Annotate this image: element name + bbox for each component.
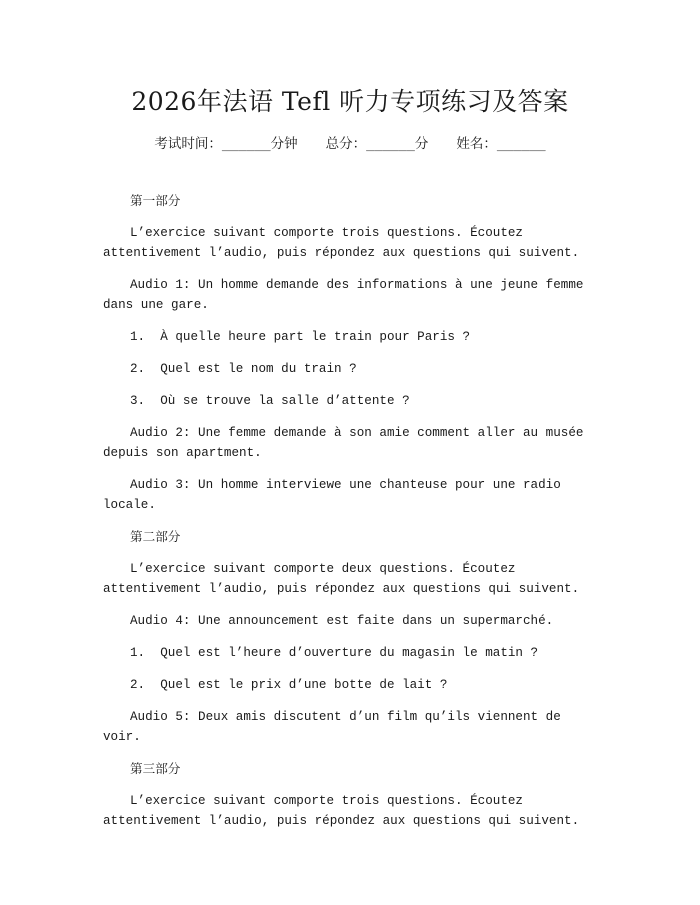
question-item: 1. Quel est l’heure d’ouverture du magasin le matin ? xyxy=(130,646,539,660)
audio-description: Audio 2: Une femme demande à son amie comment aller au musée depuis son apartment. xyxy=(103,426,584,460)
audio-description: Audio 4: Une announcement est faite dans un supermarché. xyxy=(130,614,554,628)
exam-time-field: 考试时间：______分钟 xyxy=(154,136,298,152)
student-name-field: 姓名：______ xyxy=(456,136,546,152)
audio-description: Audio 5: Deux amis discutent d’un film qu’ils viennent de voir. xyxy=(103,710,561,744)
question-item: 1. À quelle heure part le train pour Paris ? xyxy=(130,330,471,344)
section-heading: 第二部分 xyxy=(130,529,181,544)
section-heading: 第一部分 xyxy=(130,193,181,208)
section-heading: 第三部分 xyxy=(130,761,181,776)
audio-description: Audio 1: Un homme demande des informations à une jeune femme dans une gare. xyxy=(103,278,584,312)
question-item: 2. Quel est le prix d’une botte de lait ? xyxy=(130,678,448,692)
exam-meta xyxy=(0,132,700,152)
question-item: 3. Où se trouve la salle d’attente ? xyxy=(130,394,410,408)
instruction-paragraph: L’exercice suivant comporte deux questions. Écoutez attentivement l’audio, puis répondez aux questions qui suivent. xyxy=(103,562,580,596)
total-score-field: 总分：______分 xyxy=(325,136,429,152)
question-item: 2. Quel est le nom du train ? xyxy=(130,362,357,376)
document-title: 2026年法语 Tefl 听力专项练习及答案 xyxy=(131,87,569,116)
instruction-paragraph: L’exercice suivant comporte trois questions. Écoutez attentivement l’audio, puis répondez aux questions qui suivent. xyxy=(103,794,580,828)
audio-description: Audio 3: Un homme interviewe une chanteuse pour une radio locale. xyxy=(103,478,561,512)
instruction-paragraph: L’exercice suivant comporte trois questions. Écoutez attentivement l’audio, puis répondez aux questions qui suivent. xyxy=(103,226,580,260)
document-body xyxy=(103,191,598,843)
